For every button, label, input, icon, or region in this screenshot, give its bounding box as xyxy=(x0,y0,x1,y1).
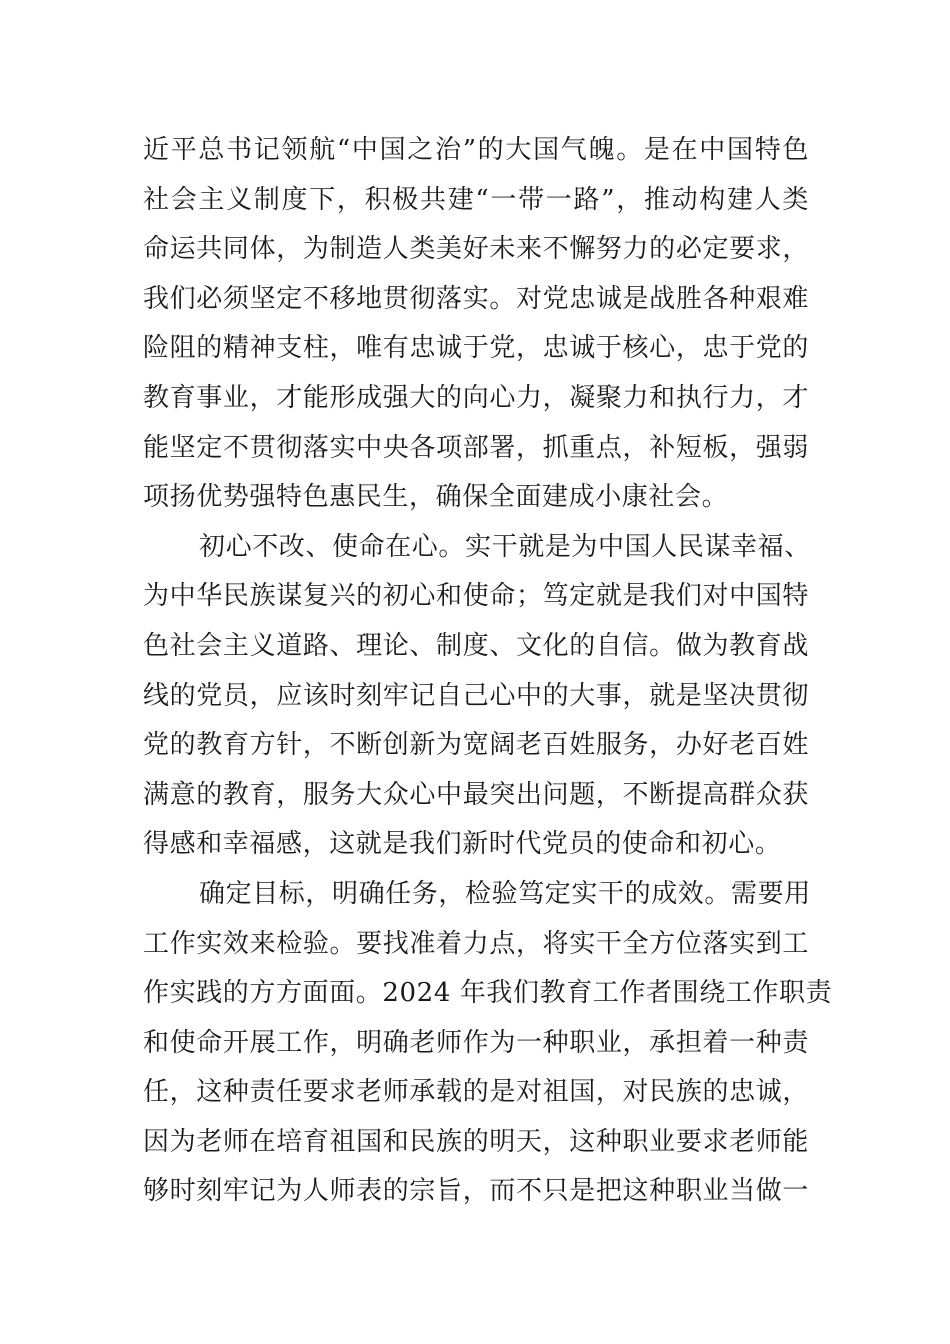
text-line: 色社会主义道路、理论、制度、文化的自信。做为教育战 xyxy=(143,630,809,661)
text-line: 社会主义制度下，积极共建“一带一路”，推动构建人类 xyxy=(143,184,809,215)
text-line: 满意的教育，服务大众心中最突出问题，不断提高群众获 xyxy=(143,779,809,810)
text-line: 得感和幸福感，这就是我们新时代党员的使命和初心。 xyxy=(143,829,782,860)
text-line: 命运共同体，为制造人类美好未来不懈努力的必定要求， xyxy=(143,234,809,265)
text-line: 我们必须坚定不移地贯彻落实。对党忠诚是战胜各种艰难 xyxy=(143,283,809,314)
text-line: 项扬优势强特色惠民生，确保全面建成小康社会。 xyxy=(143,482,729,513)
text-line: 能坚定不贯彻落实中央各项部署，抓重点，补短板，强弱 xyxy=(143,432,809,463)
text-line: 党的教育方针，不断创新为宽阔老百姓服务，办好老百姓 xyxy=(143,730,809,761)
text-line: 够时刻牢记为人师表的宗旨，而不只是把这种职业当做一 xyxy=(143,1176,809,1207)
text-line: 工作实效来检验。要找准着力点，将实干全方位落实到工 xyxy=(143,928,809,959)
text-line: 近平总书记领航“中国之治”的大国气魄。是在中国特色 xyxy=(143,135,809,165)
text-line: 作实践的方方面面。2024 年我们教育工作者围绕工作职责 xyxy=(143,978,833,1009)
paragraph-first-line: 确定目标，明确任务，检验笃定实干的成效。需要用 xyxy=(199,878,811,909)
text-line: 和使命开展工作，明确老师作为一种职业，承担着一种责 xyxy=(143,1027,809,1058)
text-line: 险阻的精神支柱，唯有忠诚于党，忠诚于核心，忠于党的 xyxy=(143,333,809,364)
text-line: 为中华民族谋复兴的初心和使命；笃定就是我们对中国特 xyxy=(143,581,809,612)
text-line: 因为老师在培育祖国和民族的明天，这种职业要求老师能 xyxy=(143,1126,809,1157)
text-line: 任，这种责任要求老师承载的是对祖国，对民族的忠诚， xyxy=(143,1077,809,1108)
text-line: 线的党员，应该时刻牢记自己心中的大事，就是坚决贯彻 xyxy=(143,680,809,711)
paragraph-first-line: 初心不改、使命在心。实干就是为中国人民谋幸福、 xyxy=(199,531,811,562)
text-line: 教育事业，才能形成强大的向心力，凝聚力和执行力，才 xyxy=(143,382,809,413)
document-body xyxy=(143,126,833,1217)
